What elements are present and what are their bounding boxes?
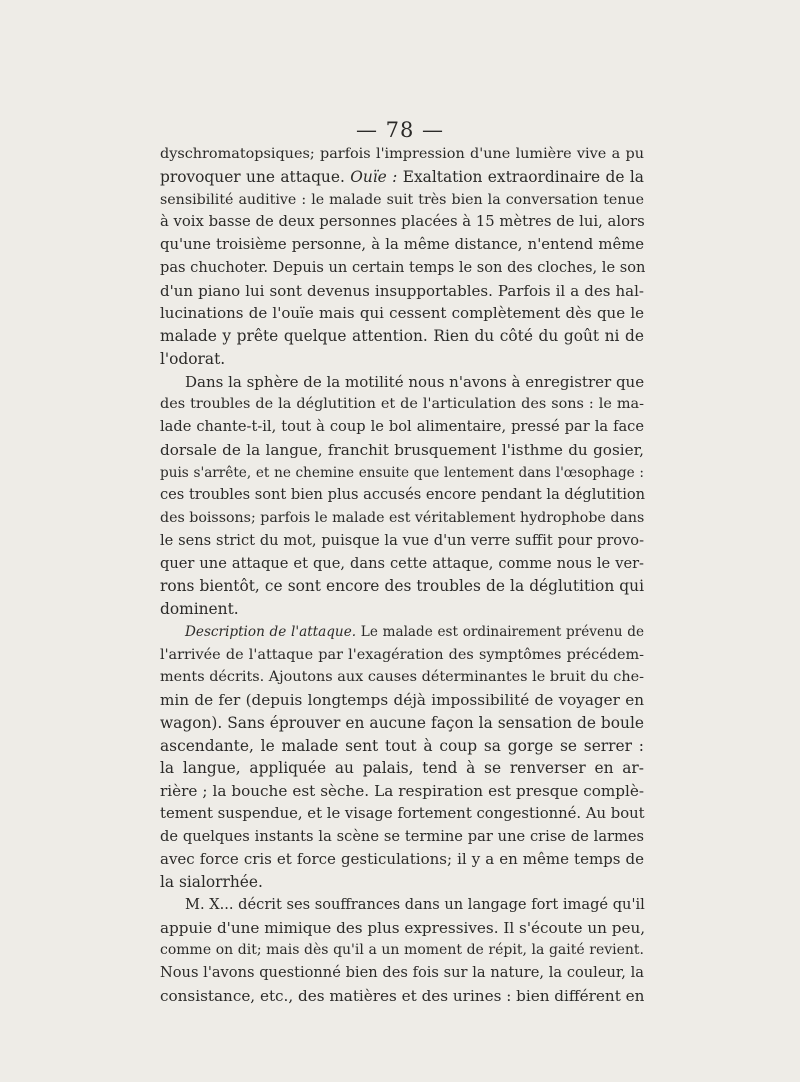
text-line: Nous l'avons questionné bien des fois sur la nature, la couleur, la xyxy=(160,964,644,981)
text-line: l'arrivée de l'attaque par l'exagération des symptômes précédem- xyxy=(160,646,644,663)
text-line: malade y prête quelque attention. Rien du côté du goût ni de xyxy=(160,327,644,345)
text-run: Exaltation extraordinaire de la xyxy=(402,167,644,186)
text-line: qu'une troisième personne, à la même distance, n'entend même xyxy=(160,236,644,253)
text-line: des boissons; parfois le malade est véritablement hydrophobe dans xyxy=(160,510,645,526)
text-line: avec force cris et force gesticulations; il y a en même temps de xyxy=(160,850,644,869)
text-line: lucinations de l'ouïe mais qui cessent complètement dès que le xyxy=(160,304,644,323)
text-line: consistance, etc., des matières et des urines : bien différent en xyxy=(160,986,645,1005)
text-line: l'odorat. xyxy=(160,349,226,368)
text-line: dominent. xyxy=(160,600,239,618)
italic-heading-description: Description de l'attaque. xyxy=(185,623,357,640)
text-line: puis s'arrête, et ne chemine ensuite que lentement dans l'œsophage : xyxy=(160,464,644,481)
text-line: sensibilité auditive : le malade suit très bien la conversation tenue xyxy=(160,191,644,208)
text-line: Dans la sphère de la motilité nous n'avons à enregistrer que xyxy=(185,372,645,391)
text-line: dorsale de la langue, franchit brusquement l'isthme du gosier, xyxy=(160,440,644,459)
text-line: tement suspendue, et le visage fortement congestionné. Au bout xyxy=(160,804,645,822)
text-line: ments décrits. Ajoutons aux causes déterminantes le bruit du che- xyxy=(160,669,644,686)
text-line: appuie d'une mimique des plus expressives. Il s'écoute un peu, xyxy=(160,918,646,937)
text-line: min de fer (depuis longtemps déjà impossibilité de voyager en xyxy=(160,691,644,709)
text-line: pas chuchoter. Depuis un certain temps le son des cloches, le son xyxy=(160,258,646,276)
page-number: — 78 — xyxy=(355,118,445,142)
text-line: comme on dit; mais dès qu'il a un moment de répit, la gaité revient. xyxy=(160,942,644,959)
text-line: M. X... décrit ses souffrances dans un langage fort imagé qu'il xyxy=(185,895,645,913)
text-line: quer une attaque et que, dans cette attaque, comme nous le ver- xyxy=(160,554,644,572)
text-line: d'un piano lui sont devenus insupportables. Parfois il a des hal- xyxy=(160,281,644,300)
text-line: la langue, appliquée au palais, tend à se renverser en ar- xyxy=(160,759,644,778)
text-line: des troubles de la déglutition et de l'articulation des sons : le ma- xyxy=(160,396,644,413)
text-line: à voix basse de deux personnes placées à 15 mètres de lui, alors xyxy=(160,213,645,231)
text-line xyxy=(160,621,644,644)
text-line: de quelques instants la scène se termine par une crise de larmes xyxy=(160,827,644,845)
body-text xyxy=(160,143,644,1008)
text-line: la sialorrhée. xyxy=(160,873,263,891)
text-line: ces troubles sont bien plus accusés encore pendant la déglutition xyxy=(160,486,646,504)
text-line: rons bientôt, ce sont encore des troubles de la déglutition qui xyxy=(160,577,644,596)
text-line: wagon). Sans éprouver en aucune façon la sensation de boule xyxy=(160,713,644,732)
text-line: rière ; la bouche est sèche. La respiration est presque complè- xyxy=(160,782,644,800)
text-line: le sens strict du mot, puisque la vue d'un verre suffit pour provo- xyxy=(160,531,644,549)
italic-heading-ouie: Ouïe : xyxy=(350,167,398,186)
text-run: provoquer une attaque. xyxy=(160,167,345,186)
text-line: ascendante, le malade sent tout à coup sa gorge se serrer : xyxy=(160,736,644,755)
text-line: dyschromatopsiques; parfois l'impression d'une lumière vive a pu xyxy=(160,146,644,162)
text-run: Le malade est ordinairement prévenu de xyxy=(360,623,645,640)
text-line xyxy=(160,166,644,189)
text-line: lade chante-t-il, tout à coup le bol alimentaire, pressé par la face xyxy=(160,418,644,435)
